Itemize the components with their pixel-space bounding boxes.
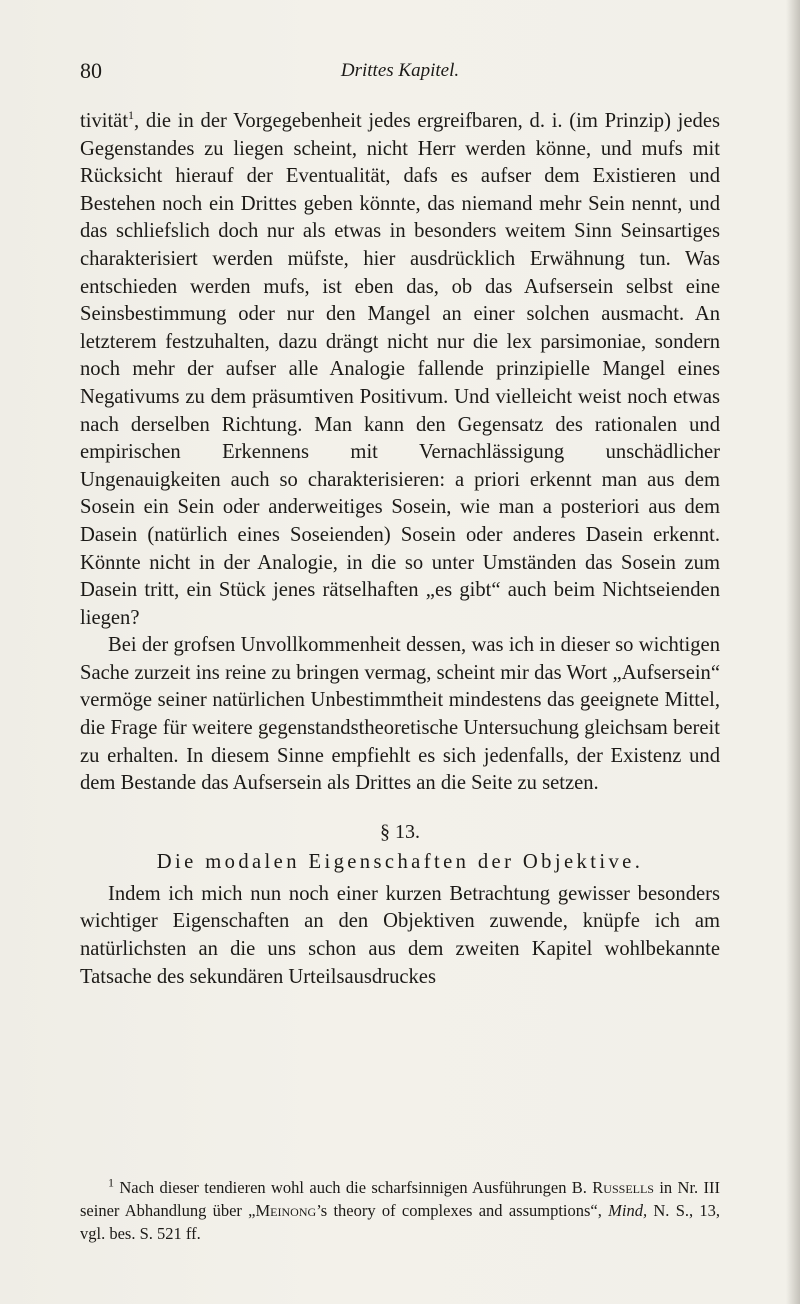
paragraph: Indem ich mich nun noch einer kurzen Betrachtung gewisser besonders wichtiger Eigenschaften an den Objektiven zuwende, knüpfe ich am natürlichsten an die uns schon aus dem zweiten Kapitel wohlbekannte Tatsache des sekundären Urteilsausdruckes bbox=[80, 882, 720, 988]
footnote-reference: 1 bbox=[128, 108, 135, 123]
page-edge-shadow bbox=[786, 0, 800, 1304]
page-header bbox=[80, 58, 720, 88]
footnote-name: Meinong bbox=[255, 1201, 317, 1220]
footnote-text-part: N. S., 13, vgl. bes. S. 521 ff. bbox=[80, 1201, 721, 1243]
footnote-text-part: in Nr. III seiner Abhandlung über „ bbox=[80, 1178, 720, 1220]
paragraph-text: tivität bbox=[80, 110, 129, 132]
running-title: Drittes Kapitel. bbox=[340, 60, 460, 81]
footnote-journal: Mind, bbox=[608, 1201, 648, 1220]
footnote-marker: 1 bbox=[108, 1175, 114, 1190]
footnote-text-part: ’s theory of complexes and assumptions“, bbox=[316, 1201, 609, 1220]
paragraph: Bei der grofsen Unvollkommenheit dessen, was ich in dieser so wichtigen Sache zurzeit ins reine zu bringen vermag, scheint mir das Wort „Aufsersein“ vermöge seiner natürlichen Unbestimmtheit mindestens das geeignete Mittel, die Frage für weitere gegenstandstheoretische Untersuchung gleichsam bereit zu erhalten. In diesem Sinne empfiehlt es sich jedenfalls, der Existenz und dem Bestande das Aufsersein als Drittes an die Seite zu setzen. bbox=[80, 634, 720, 795]
section-title: Die modalen Eigenschaften der Objektive. bbox=[156, 850, 644, 873]
page-number: 80 bbox=[80, 58, 102, 83]
footnote-text-part: Nach dieser tendieren wohl auch die scharfsinnigen Ausführungen B. bbox=[114, 1178, 593, 1197]
main-text bbox=[80, 108, 720, 991]
footnote bbox=[80, 1176, 720, 1245]
footnote-text bbox=[80, 1176, 720, 1245]
paragraph-continuation bbox=[80, 108, 720, 632]
paragraph-text: , die in der Vorgegebenheit jedes ergreifbaren, d. i. (im Prinzip) jedes Gegenstandes zu liegen scheint, nicht Herr werden könne, und mufs mit Rücksicht hierauf der Eventualität, dafs es aufser dem Existieren und Bestehen noch ein Drittes geben könnte, das niemand mehr Sein nennt, und das schliefslich doch nur als etwas in besonders weitem Sinn Seinsartiges charakterisiert werden müfste, hier ausdrücklich Erwähnung tun. Was entschieden werden mufs, ist eben das, ob das Aufsersein selbst eine Seinsbestimmung oder nur den Mangel an einer solchen ausmacht. An letzterem festzuhalten, dazu drängt nicht nur die lex parsimoniae, sondern noch mehr der aufser alle Analogie fallende prinzipielle Mangel eines Negativums zu dem präsumtiven Positivum. Und vielleicht weist noch etwas nach derselben Richtung. Man kann den Gegensatz des rationalen und empirischen Erkennens mit Vernachlässigung unschädlicher Ungenauigkeiten auch so charakterisieren: a priori erkennt man aus dem Sosein ein Sein oder anderweitiges Sosein, wie man a posteriori aus dem Dasein (natürlich eines Soseienden) Sosein oder anderes Dasein erkennt. Könnte nicht in der Analogie, in die so unter Umständen das Sosein zum Dasein tritt, ein Stück jenes rätselhaften „es gibt“ auch beim Nichtseienden liegen? bbox=[80, 110, 720, 629]
section-number: § 13. bbox=[380, 820, 420, 843]
footnote-author: Russells bbox=[592, 1178, 654, 1197]
